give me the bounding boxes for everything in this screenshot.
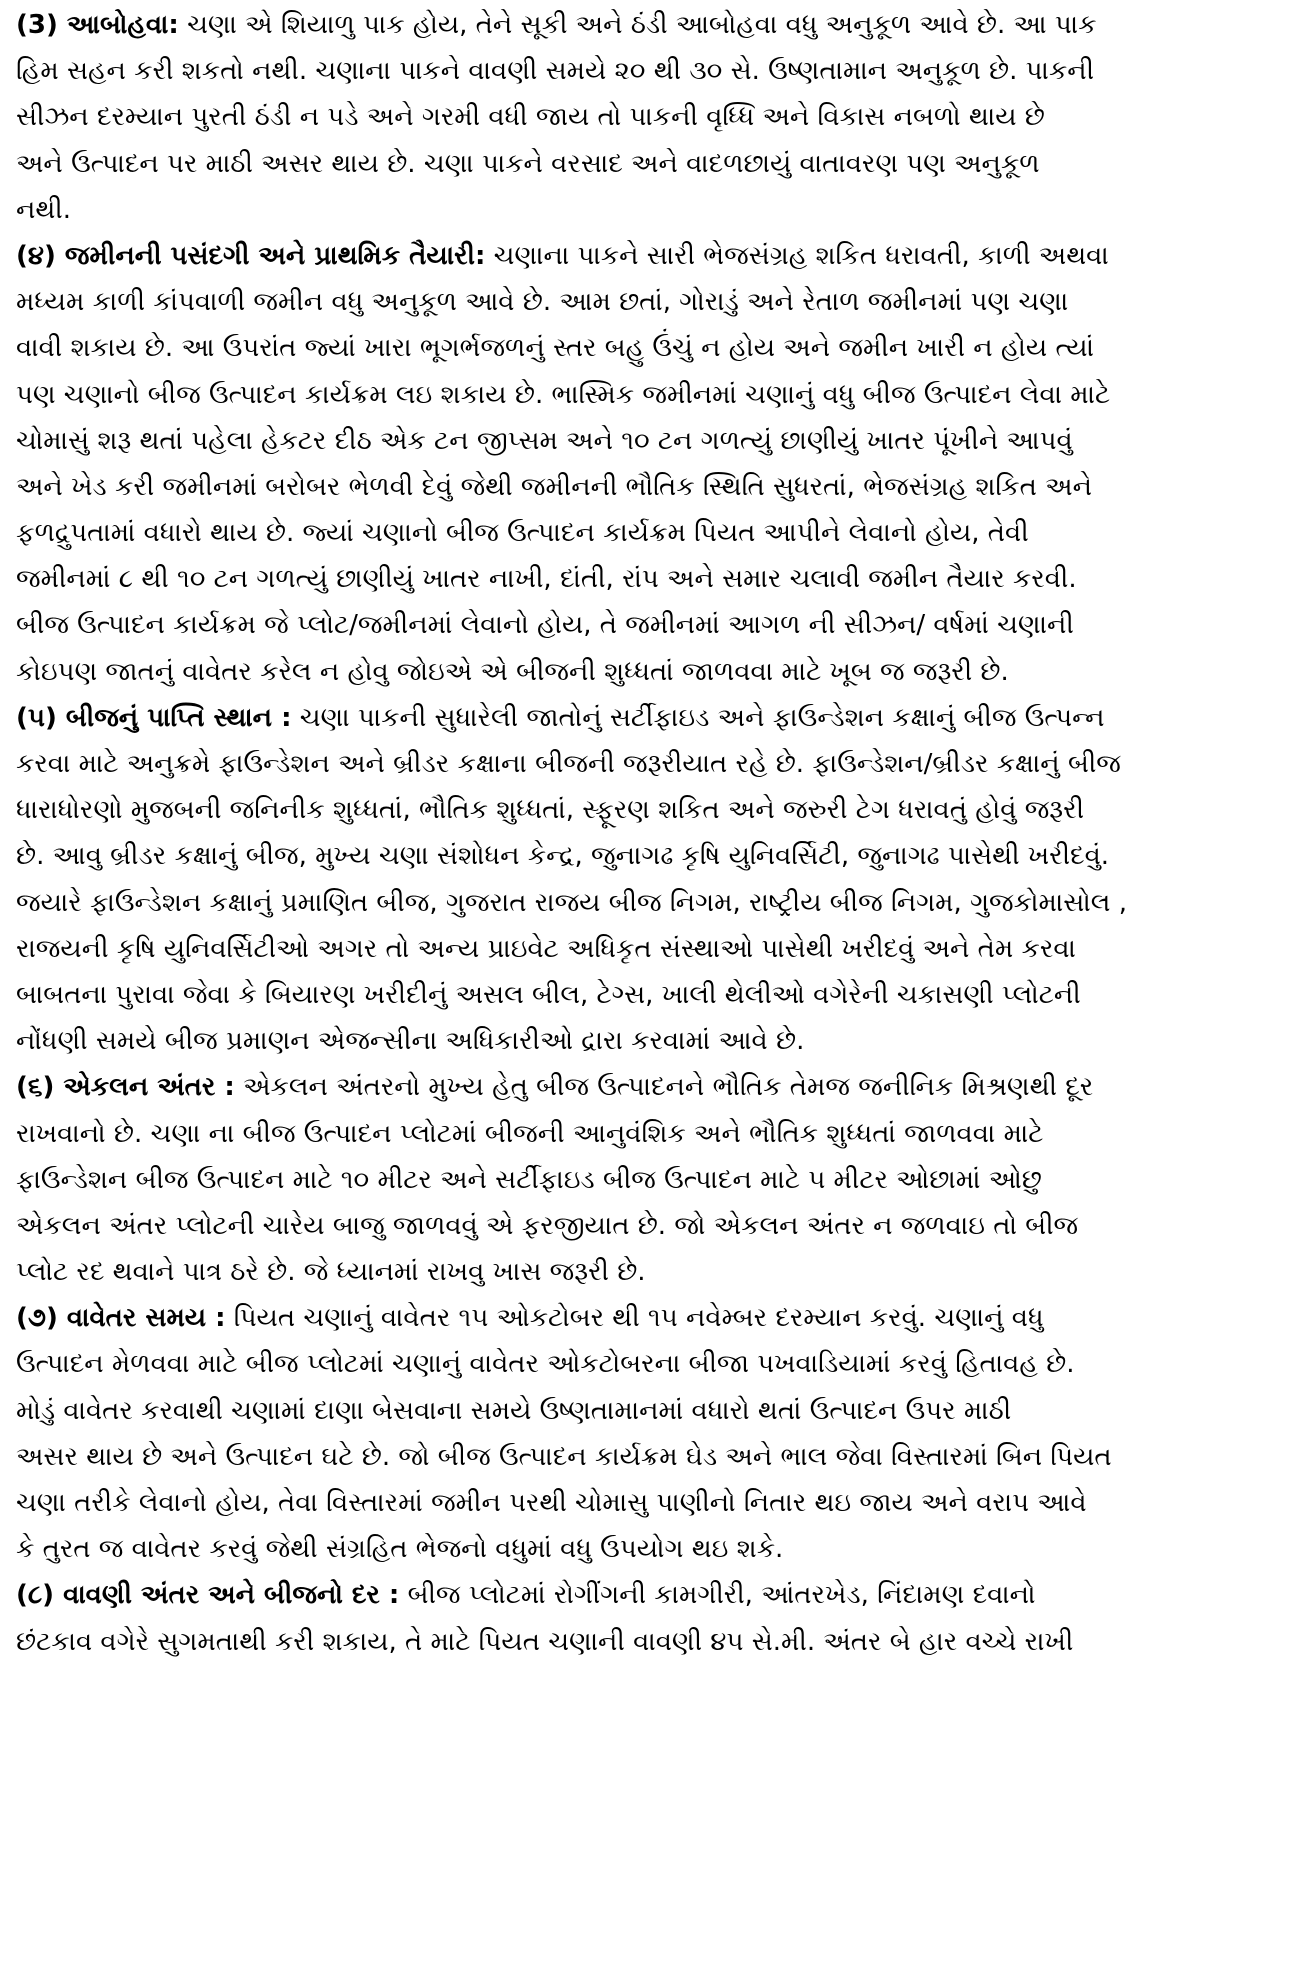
text-line: બીજ ઉત્પાદન કાર્યક્રમ જે પ્લોટ/જમીનમાં લેવાનો હોય, તે જમીનમાં આગળ ની સીઝન/ વર્ષમાં ચણાની	[16, 610, 1074, 641]
section-climate	[16, 2, 1284, 233]
text-line: વાવી શકાય છે. આ ઉપરાંત જ્યાં ખારા ભૂગર્ભજળનું સ્તર બહુ ઉંચું ન હોય અને જમીન ખારી ન હોય ત્યાં	[16, 333, 1094, 364]
text-line: એકલન અંતર પ્લોટની ચારેય બાજુ જાળવવું એ ફરજીયાત છે. જો એકલન અંતર ન જળવાઇ તો બીજ	[16, 1210, 1079, 1241]
text-line	[16, 1064, 1284, 1110]
text-run: બીજ પ્લોટમાં રોગીંગની કામગીરી, આંતરખેડ, નિંદામણ દવાનો	[399, 1580, 1036, 1611]
text-line: જમીનમાં ૮ થી ૧૦ ટન ગળત્યું છાણીયું ખાતર નાખી, દાંતી, રાંપ અને સમાર ચલાવી જમીન તૈયાર કરવી.	[16, 564, 1077, 595]
text-line: પ્લોટ રદ થવાને પાત્ર ઠરે છે. જે ધ્યાનમાં રાખવુ ખાસ જરૂરી છે.	[16, 1257, 646, 1288]
text-run: ચણા પાકની સુધારેલી જાતોનું સર્ટીફાઇડ અને ફાઉન્ડેશન કક્ષાનું બીજ ઉત્પન્ન	[291, 702, 1105, 733]
text-line: અને ખેડ કરી જમીનમાં બરોબર ભેળવી દેવું જેથી જમીનની ભૌતિક સ્થિતિ સુધરતાં, ભેજસંગ્રહ શકિત અને	[16, 471, 1092, 502]
text-line	[16, 695, 1284, 741]
text-run: ચણા એ શિયાળુ પાક હોય, તેને સૂકી અને ઠંડી આબોહવા વધુ અનુકૂળ આવે છે. આ પાક	[178, 10, 1097, 40]
section-heading: (૫) બીજનું પાપ્તિ સ્થાન :	[16, 702, 292, 733]
text-run: એકલન અંતરનો મુખ્ય હેતુ બીજ ઉત્પાદનને ભૌતિક તેમજ જનીનિક મિશ્રણથી દૂર	[234, 1072, 1094, 1103]
text-line: ચોમાસું શરૂ થતાં પહેલા હેકટર દીઠ એક ટન જીપ્સમ અને ૧૦ ટન ગળત્યું છાણીયું ખાતર પૂંખીને આપવું	[16, 425, 1073, 456]
section-sowing-distance-seed-rate	[16, 1572, 1284, 1664]
text-line: નથી.	[16, 194, 72, 225]
text-line: ફળદ્રુપતામાં વધારો થાય છે. જ્યાં ચણાનો બીજ ઉત્પાદન કાર્યક્રમ પિયત આપીને લેવાનો હોય, તેવી	[16, 518, 1029, 549]
section-heading: (૪) જમીનની પસંદગી અને પ્રાથમિક તૈયારી:	[16, 240, 486, 271]
section-heading: (3) આબોહવા:	[16, 10, 179, 40]
section-isolation-distance	[16, 1064, 1284, 1295]
text-line	[16, 2, 1284, 48]
text-run: પિયત ચણાનું વાવેતર ૧૫ ઓકટોબર થી ૧૫ નવેમ્બર દરમ્યાન કરવું. ચણાનું વધુ	[225, 1303, 1044, 1334]
text-line: ચણા તરીકે લેવાનો હોય, તેવા વિસ્તારમાં જમીન પરથી ચોમાસુ પાણીનો નિતાર થઇ જાય અને વરાપ આવે	[16, 1488, 1087, 1518]
text-line: પણ ચણાનો બીજ ઉત્પાદન કાર્યક્રમ લઇ શકાય છે. ભાસ્મિક જમીનમાં ચણાનું વધુ બીજ ઉત્પાદન લેવા માટે	[16, 379, 1111, 410]
text-line: ફાઉન્ડેશન બીજ ઉત્પાદન માટે ૧૦ મીટર અને સર્ટીફાઇડ બીજ ઉત્પાદન માટે ૫ મીટર ઓછામાં ઓછુ	[16, 1164, 1042, 1195]
text-line: રાજયની કૃષિ યુનિવર્સિટીઓ અગર તો અન્ય પ્રાઇવેટ અધિકૃત સંસ્થાઓ પાસેથી ખરીદવું અને તેમ કરવા	[16, 933, 1076, 964]
text-line: નોંધણી સમયે બીજ પ્રમાણન એજન્સીના અધિકારીઓ દ્રારા કરવામાં આવે છે.	[16, 1026, 805, 1057]
text-line: કોઇપણ જાતનું વાવેતર કરેલ ન હોવુ જોઇએ એ બીજની શુધ્ધતાં જાળવવા માટે ખૂબ જ જરૂરી છે.	[16, 656, 1009, 687]
text-line: રાખવાનો છે. ચણા ના બીજ ઉત્પાદન પ્લોટમાં બીજની આનુવંશિક અને ભૌતિક શુધ્ધતાં જાળવવા માટે	[16, 1118, 1044, 1149]
section-heading: (૮) વાવણી અંતર અને બીજનો દર :	[16, 1580, 400, 1611]
text-line: ઉત્પાદન મેળવવા માટે બીજ પ્લોટમાં ચણાનું વાવેતર ઓકટોબરના બીજા પખવાડિયામાં કરવું હિતાવહ છે.	[16, 1349, 1075, 1380]
section-seed-source	[16, 695, 1284, 1065]
text-line: અસર થાય છે અને ઉત્પાદન ઘટે છે. જો બીજ ઉત્પાદન કાર્યક્રમ ઘેડ અને ભાલ જેવા વિસ્તારમાં બિન પિયત	[16, 1441, 1112, 1472]
text-line: છંટકાવ વગેરે સુગમતાથી કરી શકાય, તે માટે પિયત ચણાની વાવણી ૪૫ સે.મી. અંતર બે હાર વચ્ચે રાખી	[16, 1626, 1074, 1657]
text-line: મોડું વાવેતર કરવાથી ચણામાં દાણા બેસવાના સમયે ઉષ્ણતામાનમાં વધારો થતાં ઉત્પાદન ઉપર માઠી	[16, 1395, 1012, 1426]
text-run: ચણાના પાકને સારી ભેજસંગ્રહ શકિત ધરાવતી, કાળી અથવા	[485, 240, 1109, 271]
text-line: જયારે ફાઉન્ડેશન કક્ષાનું પ્રમાણિત બીજ, ગુજરાત રાજય બીજ નિગમ, રાષ્ટ્રીય બીજ નિગમ, ગુજકોમાસોલ ,	[16, 887, 1127, 918]
text-line: હિમ સહન કરી શકતો નથી. ચણાના પાકને વાવણી સમયે ૨૦ થી ૩૦ સે. ઉષ્ણતામાન અનુકૂળ છે. પાકની	[16, 56, 1095, 87]
text-line	[16, 1572, 1284, 1618]
section-land-selection	[16, 233, 1284, 695]
text-line: બાબતના પુરાવા જેવા કે બિયારણ ખરીદીનું અસલ બીલ, ટેગ્સ, ખાલી થેલીઓ વગેરેની ચકાસણી પ્લોટની	[16, 979, 1081, 1010]
text-line: છે. આવુ બ્રીડર કક્ષાનું બીજ, મુખ્ય ચણા સંશોધન કેન્દ્ર, જુનાગઢ કૃષિ યુનિવર્સિટી, જુનાગઢ પાસેથી ખરીદવું.	[16, 841, 1110, 872]
text-line: ધારાધોરણો મુજબની જનિનીક શુધ્ધતાં, ભૌતિક શુધ્ધતાં, સ્ફૂરણ શકિત અને જરુરી ટેગ ધરાવતું હોવું જરૂરી	[16, 795, 1085, 826]
section-heading: (૭) વાવેતર સમય :	[16, 1303, 226, 1334]
text-line: કરવા માટે અનુક્રમે ફાઉન્ડેશન અને બ્રીડર કક્ષાના બીજની જરૂરીયાત રહે છે. ફાઉન્ડેશન/બ્રીડર કક્ષાનું બીજ	[16, 749, 1121, 779]
section-sowing-time	[16, 1295, 1284, 1572]
section-heading: (૬) એકલન અંતર :	[16, 1072, 235, 1103]
text-line	[16, 1295, 1284, 1341]
text-line	[16, 233, 1284, 279]
text-line: અને ઉત્પાદન પર માઠી અસર થાય છે. ચણા પાકને વરસાદ અને વાદળછાયું વાતાવરણ પણ અનુકૂળ	[16, 148, 1040, 179]
text-line: સીઝન દરમ્યાન પુરતી ઠંડી ન પડે અને ગરમી વધી જાય તો પાકની વૃધ્ધિ અને વિકાસ નબળો થાય છે	[16, 102, 1045, 133]
text-line: કે તુરત જ વાવેતર કરવું જેથી સંગ્રહિત ભેજનો વધુમાં વધુ ઉપયોગ થઇ શકે.	[16, 1534, 784, 1565]
text-line: મધ્યમ કાળી કાંપવાળી જમીન વધુ અનુકૂળ આવે છે. આમ છતાં, ગોરાડું અને રેતાળ જમીનમાં પણ ચણા	[16, 287, 1069, 318]
